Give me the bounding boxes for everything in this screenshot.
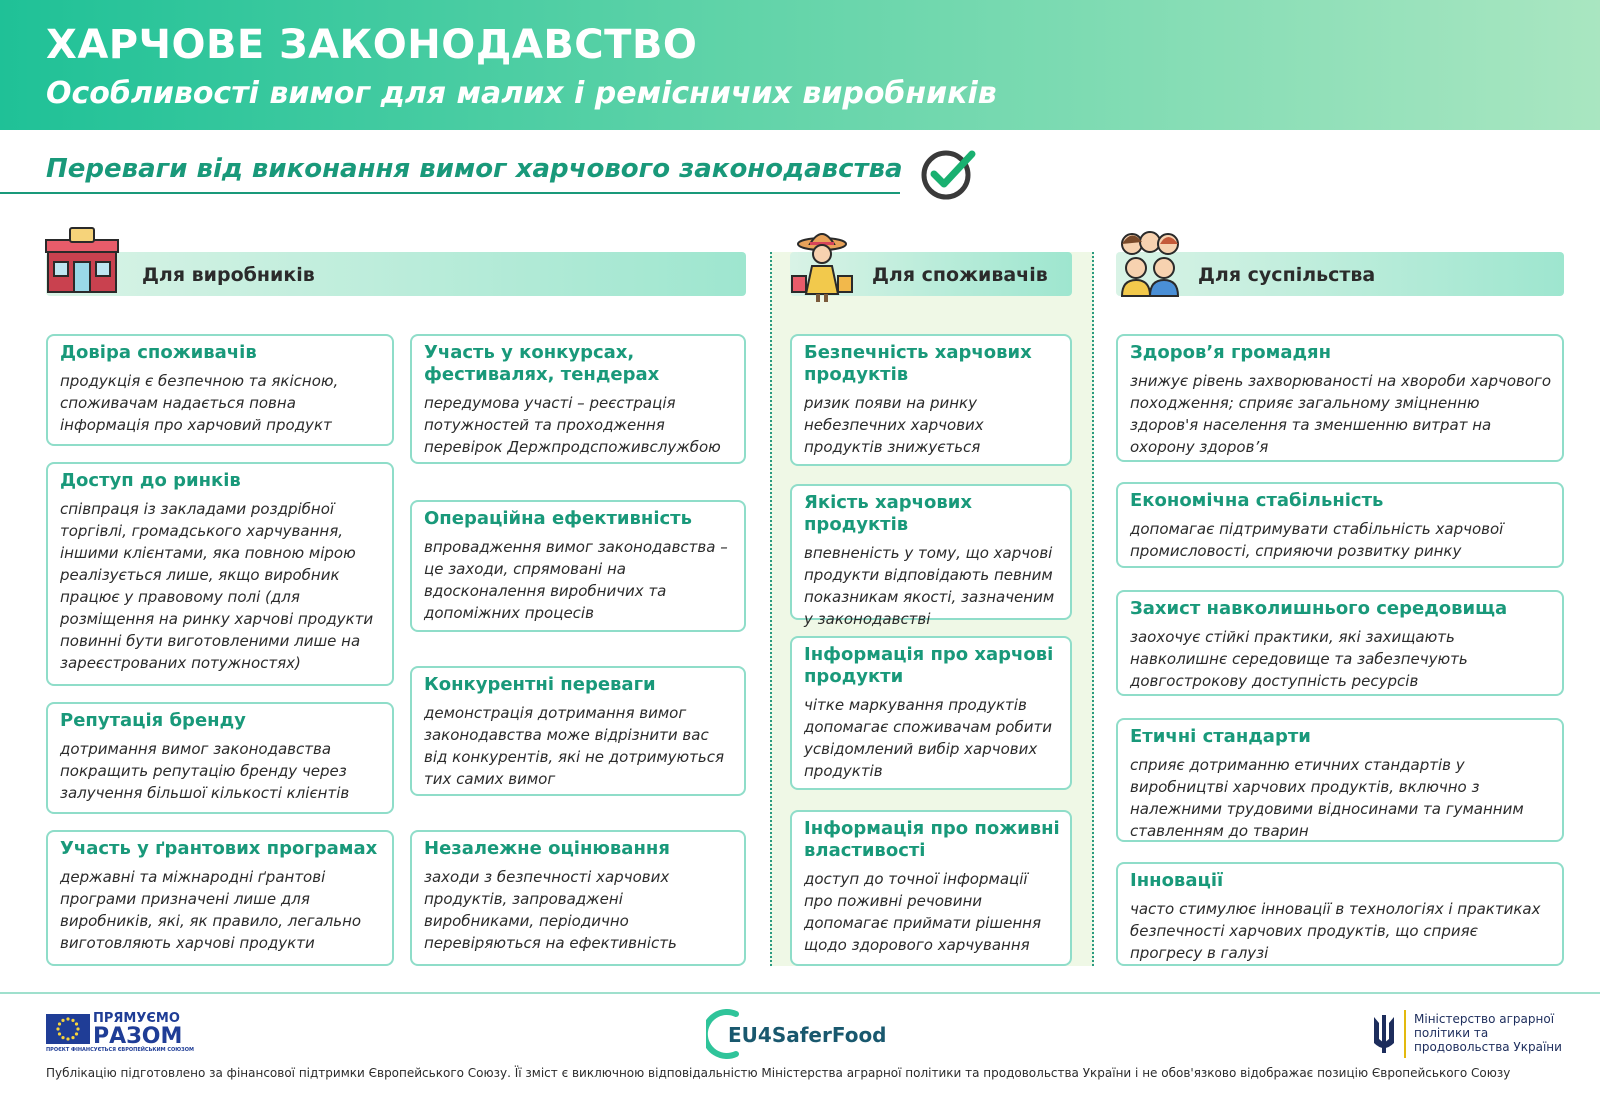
card-text: впровадження вимог законодавства – це заходи, спрямовані на вдосконалення виробничих та допоміжних процесів <box>424 538 728 622</box>
disclaimer: Публікацію підготовлено за фінансової підтримки Європейського Союзу. Її зміст є виключною відповідальністю Міністерства аграрної політики та продовольства України і не обов'язково відображає позицію Європейського Союзу <box>46 1066 1511 1080</box>
card-text: чітке маркування продуктів допомагає споживачам робити усвідомлений вибір харчових продуктів <box>804 696 1052 780</box>
section-title: Переваги від виконання вимог харчового законодавства <box>46 154 903 184</box>
eu-logo <box>93 1011 182 1048</box>
card-title: Безпечність харчових продуктів <box>804 342 1032 385</box>
card-operational-efficiency <box>410 500 746 632</box>
shop-icon <box>44 226 120 296</box>
people-group-icon <box>1114 228 1186 298</box>
card-text: часто стимулює інновації в технологіях і практиках безпечності харчових продуктів, що сприяє прогресу в галузі <box>1130 900 1541 962</box>
card-text: співпраця із закладами роздрібної торгівлі, громадського харчування, іншими клієнтами, яка повною мірою реалізується лише, якщо виробник працює у правовому полі (для розміщення на ринку харчові продукти повинні бути виготовленими лише на зареєстрованих потужностях) <box>60 500 374 672</box>
card-title: Захист навколишнього середовища <box>1130 598 1508 619</box>
card-text: заохочує стійкі практики, які захищають навколишнє середовище та забезпечують довгострокову доступність ресурсів <box>1130 628 1468 690</box>
card-title: Здоров’я громадян <box>1130 342 1332 363</box>
card-text: впевненість у тому, що харчові продукти відповідають певним показникам якості, зазначеним у законодавстві <box>804 544 1055 628</box>
shopper-icon <box>790 226 854 306</box>
ministry-name: Міністерство аграрної політики та продовольства України <box>1414 1012 1562 1054</box>
card-public-health <box>1116 334 1564 462</box>
check-circle-icon <box>920 146 978 200</box>
card-title: Участь у ґрантових програмах <box>60 838 378 859</box>
card-innovation <box>1116 862 1564 966</box>
card-ethical-standards <box>1116 718 1564 842</box>
card-title: Репутація бренду <box>60 710 246 731</box>
card-title: Інновації <box>1130 870 1224 891</box>
card-text: сприяє дотриманню етичних стандартів у виробництві харчових продуктів, включно з належними трудовими відносинами та гуманним ставленням до тварин <box>1130 756 1524 840</box>
card-independent-assessment <box>410 830 746 966</box>
consumers-label: Для споживачів <box>872 264 1048 286</box>
card-food-quality <box>790 484 1072 628</box>
card-food-information <box>790 636 1072 790</box>
footer-divider <box>0 992 1600 994</box>
card-title: Доступ до ринків <box>60 470 241 491</box>
card-competitions <box>410 334 746 464</box>
card-title: Етичні стандарти <box>1130 726 1311 747</box>
card-text: знижує рівень захворюваності на хвороби харчового походження; сприяє загальному зміцненню здоров'я населення та зменшенню витрат на охорону здоров’я <box>1130 372 1552 456</box>
card-grant-programs <box>46 830 394 966</box>
card-text: заходи з безпечності харчових продуктів, запроваджені виробниками, періодично перевіряються на ефективність <box>424 868 677 952</box>
eu-logo-line2: РАЗОМ <box>93 1024 183 1049</box>
page-subtitle: Особливості вимог для малих і ремісничих виробників <box>46 76 997 111</box>
card-food-safety <box>790 334 1072 466</box>
card-competitive-advantages <box>410 666 746 796</box>
eu-logo-note: ПРОЄКТ ФІНАНСУЄТЬСЯ ЄВРОПЕЙСЬКИМ СОЮЗОМ <box>46 1047 194 1053</box>
card-brand-reputation <box>46 702 394 814</box>
card-economic-stability <box>1116 482 1564 568</box>
card-text: передумова участі – реєстрація потужностей та проходження перевірок Держпродспоживслужбою <box>424 394 721 456</box>
card-title: Довіра споживачів <box>60 342 257 363</box>
card-text: дотримання вимог законодавства покращить репутацію бренду через залучення більшої кількості клієнтів <box>60 740 350 802</box>
card-text: ризик появи на ринку небезпечних харчових продуктів знижується <box>804 394 984 456</box>
card-title: Операційна ефективність <box>424 508 692 529</box>
card-title: Участь у конкурсах, фестивалях, тендерах <box>424 342 660 385</box>
card-title: Якість харчових продуктів <box>804 492 972 535</box>
producers-header <box>46 252 746 296</box>
ministry-separator <box>1404 1010 1406 1058</box>
card-title: Економічна стабільність <box>1130 490 1384 511</box>
card-consumer-trust <box>46 334 394 446</box>
saferfood-logo-text: EU4SaferFood <box>728 1023 887 1047</box>
card-title: Інформація про харчові продукти <box>804 644 1054 687</box>
eu-logo-line1: ПРЯМУЄМО <box>93 1011 180 1026</box>
card-text: державні та міжнародні ґрантові програми призначені лише для виробників, які, як правило, легально виготовляють харчові продукти <box>60 868 362 952</box>
card-title: Інформація про поживні властивості <box>804 818 1060 861</box>
page-title: ХАРЧОВЕ ЗАКОНОДАВСТВО <box>46 22 698 68</box>
eu-flag-icon <box>46 1014 90 1044</box>
card-text: допомагає підтримувати стабільність харчової промисловості, сприяючи розвитку ринку <box>1130 520 1504 560</box>
section-underline <box>0 192 900 194</box>
card-market-access <box>46 462 394 686</box>
card-text: демонстрація дотримання вимог законодавства може відрізнити вас від конкурентів, які не дотримуються тих самих вимог <box>424 704 725 788</box>
trident-icon <box>1370 1013 1398 1055</box>
card-environment <box>1116 590 1564 696</box>
society-label: Для суспільства <box>1198 264 1376 286</box>
producers-label: Для виробників <box>142 264 315 286</box>
card-title: Незалежне оцінювання <box>424 838 670 859</box>
card-text: продукція є безпечною та якісною, споживачам надається повна інформація про харчовий продукт <box>60 372 339 434</box>
card-text: доступ до точної інформації про поживні речовини допомагає приймати рішення щодо здорового харчування <box>804 870 1041 954</box>
card-nutrition-information <box>790 810 1072 966</box>
card-title: Конкурентні переваги <box>424 674 656 695</box>
